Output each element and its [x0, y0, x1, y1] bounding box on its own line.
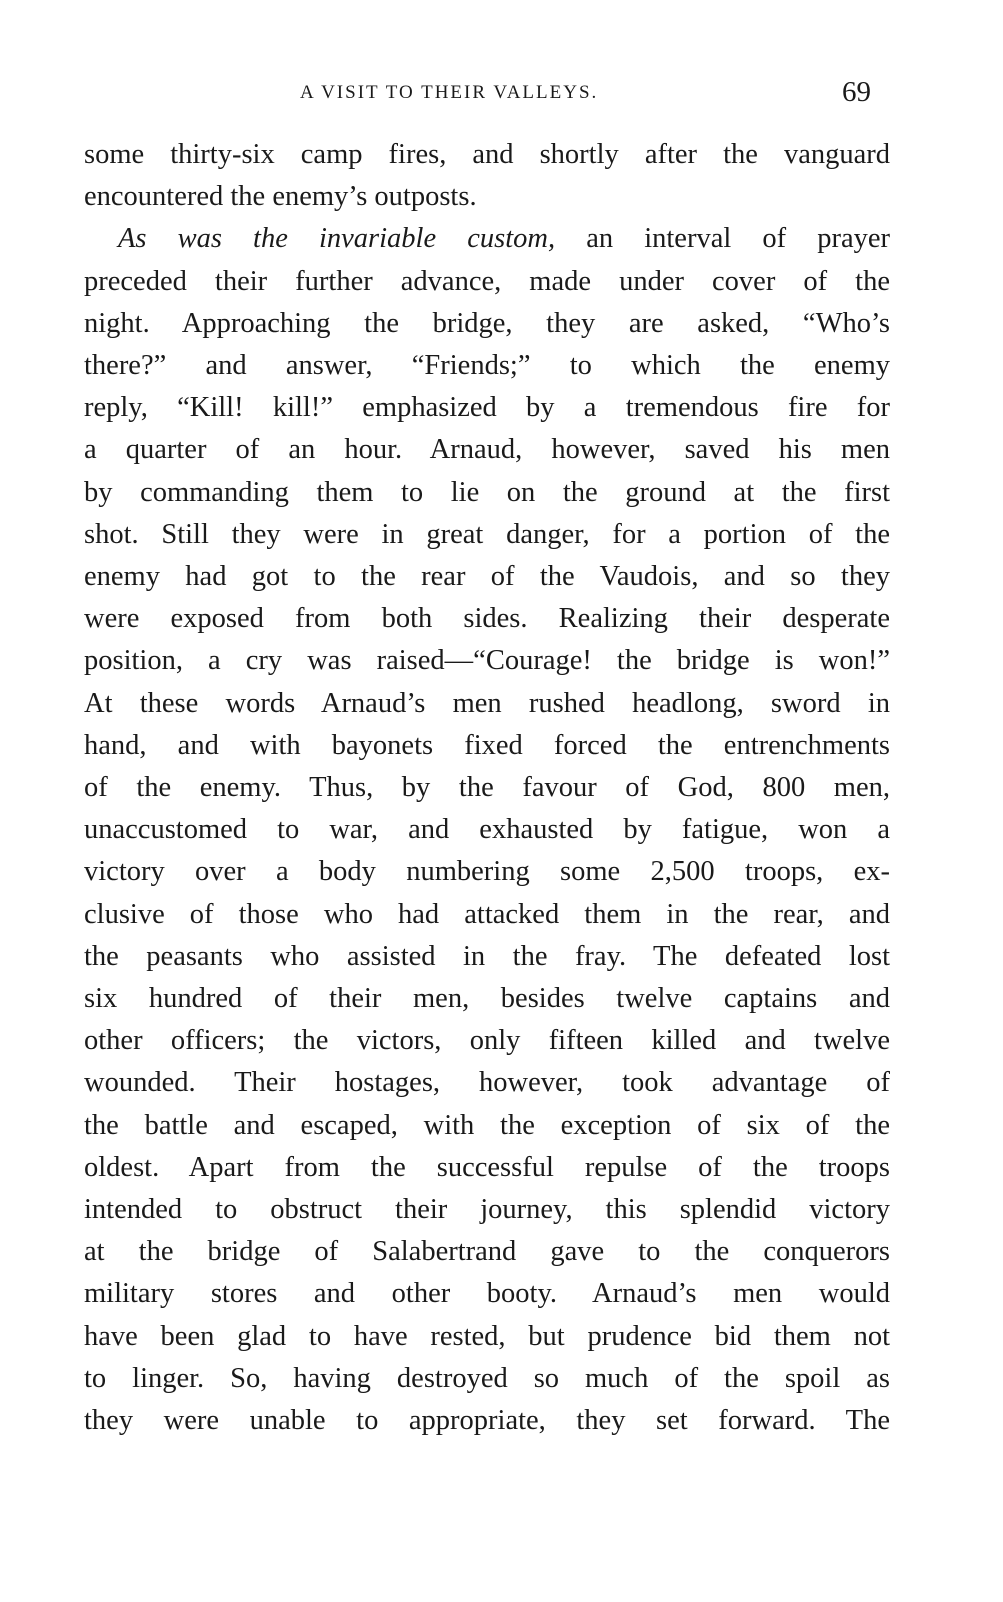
text-line: hand, and with bayonets fixed forced the entrenchments — [84, 729, 890, 761]
text-line: enemy had got to the rear of the Vaudois, and so they — [84, 561, 890, 592]
text-line: some thirty-six camp fires, and shortly after the vanguard — [84, 139, 890, 170]
text-line: a quarter of an hour. Arnaud, however, saved his men — [84, 434, 890, 466]
text-line: victory over a body numbering some 2,500 troops, ex- — [84, 856, 890, 888]
text-line: to linger. So, having destroyed so much of the spoil as — [84, 1362, 890, 1394]
text-line: night. Approaching the bridge, they are asked, “Who’s — [84, 307, 890, 339]
text-line: encountered the enemy’s outposts. — [84, 181, 477, 213]
roman-text: an interval of prayer — [555, 223, 890, 255]
text-line: reply, “Kill! kill!” emphasized by a tremendous fire for — [84, 392, 890, 424]
text-line: clusive of those who had attacked them in the rear, and — [84, 898, 890, 930]
text-line: at the bridge of Salabertrand gave to the conquerors — [84, 1236, 890, 1268]
text-line: preceded their further advance, made under cover of the — [84, 265, 890, 297]
text-line: military stores and other booty. Arnaud’s men would — [84, 1278, 890, 1310]
text-line: wounded. Their hostages, however, took advantage of — [84, 1067, 890, 1099]
text-line: six hundred of their men, besides twelve captains and — [84, 983, 890, 1014]
page-number: 69 — [842, 76, 871, 108]
text-line: At these words Arnaud’s men rushed headlong, sword in — [84, 687, 890, 719]
text-line: other officers; the victors, only fifteen killed and twelve — [84, 1025, 890, 1057]
text-line: oldest. Apart from the successful repulse of the troops — [84, 1151, 890, 1183]
text-line: they were unable to appropriate, they set forward. The — [84, 1405, 890, 1436]
text-line: of the enemy. Thus, by the favour of God, 800 men, — [84, 772, 890, 803]
text-line: by commanding them to lie on the ground at the first — [84, 476, 890, 508]
text-line — [118, 222, 890, 256]
text-line: shot. Still they were in great danger, for a portion of the — [84, 518, 890, 550]
text-line: there?” and answer, “Friends;” to which the enemy — [84, 350, 890, 381]
text-line: have been glad to have rested, but prudence bid them not — [84, 1320, 890, 1352]
italic-text: As was the invariable custom, — [118, 223, 556, 255]
running-head: A VISIT TO THEIR VALLEYS. — [300, 82, 599, 103]
text-line: were exposed from both sides. Realizing their desperate — [84, 603, 890, 635]
text-line: unaccustomed to war, and exhausted by fatigue, won a — [84, 814, 890, 846]
text-line: the battle and escaped, with the exception of six of the — [84, 1109, 890, 1141]
text-line: position, a cry was raised—“Courage! the bridge is won!” — [84, 645, 890, 677]
text-line: intended to obstruct their journey, this splendid victory — [84, 1194, 890, 1225]
text-line: the peasants who assisted in the fray. The defeated lost — [84, 940, 890, 972]
